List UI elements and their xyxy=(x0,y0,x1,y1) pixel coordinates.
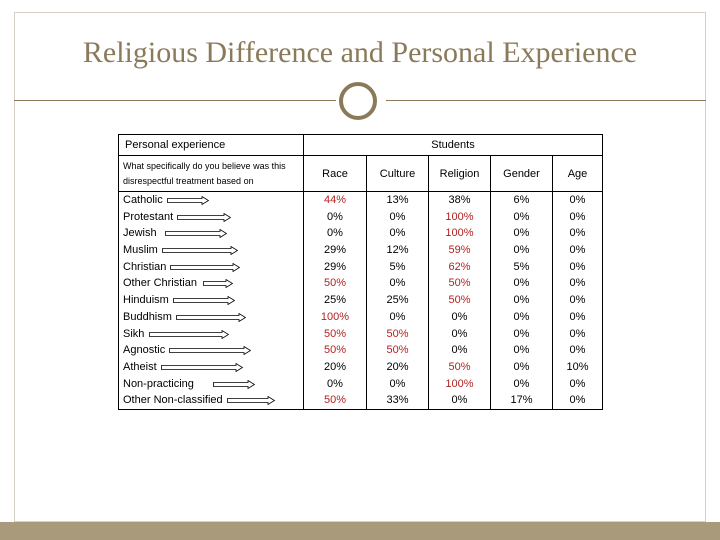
age-value: 0% xyxy=(569,194,586,206)
row-label-text: Agnostic xyxy=(123,344,166,357)
row-label-other-christian xyxy=(119,275,303,292)
arrow-right-icon xyxy=(165,229,227,238)
religion-value: 0% xyxy=(451,394,468,407)
age-value: 0% xyxy=(569,327,586,340)
arrow-right-icon xyxy=(170,263,240,272)
race-value: 0% xyxy=(327,377,343,390)
gender-value: 0% xyxy=(513,227,530,240)
age-value: 0% xyxy=(569,260,586,273)
race-value: 44% xyxy=(323,194,347,206)
age-value: 0% xyxy=(569,394,586,407)
title-rule-left xyxy=(14,100,336,101)
column-header-age: Age xyxy=(553,156,603,192)
column-header-gender: Gender xyxy=(491,156,553,192)
religion-value: 0% xyxy=(451,310,468,323)
row-label-text: Atheist xyxy=(123,360,157,373)
culture-value: 0% xyxy=(389,377,406,390)
arrow-right-icon xyxy=(176,313,246,322)
gender-value: 0% xyxy=(513,294,530,307)
row-label-muslim xyxy=(119,242,303,259)
race-value: 20% xyxy=(323,360,347,373)
religion-value: 59% xyxy=(448,244,471,257)
race-value: 50% xyxy=(323,327,347,340)
row-label-text: Jewish xyxy=(123,227,157,240)
row-label-text: Buddhism xyxy=(123,310,172,323)
arrow-right-icon xyxy=(169,346,251,355)
age-values-cell xyxy=(553,192,603,410)
column-header-race: Race xyxy=(304,156,367,192)
religion-value: 50% xyxy=(448,360,471,373)
question-text: What specifically do you believe was this disrespectful treatment based on xyxy=(119,156,304,192)
gender-value: 0% xyxy=(513,244,530,257)
header-personal-experience: Personal experience xyxy=(119,135,304,156)
results-table xyxy=(118,134,603,410)
religion-value: 100% xyxy=(445,377,474,390)
row-label-text: Sikh xyxy=(123,327,145,340)
gender-value: 5% xyxy=(513,260,530,273)
race-value: 25% xyxy=(323,294,347,307)
row-label-text: Non-practicing xyxy=(123,377,194,390)
column-header-culture: Culture xyxy=(367,156,429,192)
culture-value: 12% xyxy=(386,244,409,257)
age-value: 0% xyxy=(569,310,586,323)
culture-value: 0% xyxy=(389,227,406,240)
culture-value: 13% xyxy=(386,194,409,206)
age-value: 0% xyxy=(569,227,586,240)
religion-value: 0% xyxy=(451,344,468,357)
arrow-right-icon xyxy=(213,380,255,389)
gender-value: 0% xyxy=(513,277,530,290)
row-label-text: Muslim xyxy=(123,244,158,257)
culture-value: 5% xyxy=(389,260,406,273)
age-value: 0% xyxy=(569,344,586,357)
gender-value: 6% xyxy=(513,194,530,206)
slide-title: Religious Difference and Personal Experience xyxy=(82,36,638,69)
arrow-right-icon xyxy=(162,246,238,255)
row-label-non-practicing xyxy=(119,376,303,393)
age-value: 0% xyxy=(569,377,586,390)
culture-value: 25% xyxy=(386,294,409,307)
race-value: 50% xyxy=(323,394,347,407)
religion-value: 50% xyxy=(448,294,471,307)
row-label-text: Christian xyxy=(123,260,167,273)
gender-value: 17% xyxy=(510,394,533,407)
gender-value: 0% xyxy=(513,344,530,357)
title-rule-right xyxy=(386,100,706,101)
row-label-buddhism xyxy=(119,309,303,326)
row-label-other-non-classified xyxy=(119,392,303,409)
arrow-right-icon xyxy=(149,330,229,339)
header-students: Students xyxy=(304,135,603,156)
race-value: 0% xyxy=(327,210,343,223)
ring-ornament-icon xyxy=(339,82,377,120)
age-value: 10% xyxy=(566,360,589,373)
row-label-text: Hinduism xyxy=(123,294,169,307)
gender-value: 0% xyxy=(513,210,530,223)
religion-value: 0% xyxy=(451,327,468,340)
culture-value: 0% xyxy=(389,210,406,223)
row-label-catholic xyxy=(119,192,303,209)
religion-values-cell xyxy=(429,192,491,410)
arrow-right-icon xyxy=(167,196,209,205)
culture-value: 50% xyxy=(386,327,409,340)
bottom-bar xyxy=(0,522,720,540)
gender-values-cell xyxy=(491,192,553,410)
religion-value: 50% xyxy=(448,277,471,290)
race-values-cell xyxy=(304,192,367,410)
religion-value: 38% xyxy=(448,194,471,206)
arrow-right-icon xyxy=(161,363,243,372)
culture-value: 0% xyxy=(389,310,406,323)
age-value: 0% xyxy=(569,210,586,223)
race-value: 29% xyxy=(323,244,347,257)
religion-value: 100% xyxy=(445,210,474,223)
age-value: 0% xyxy=(569,294,586,307)
row-label-atheist xyxy=(119,359,303,376)
culture-value: 50% xyxy=(386,344,409,357)
column-header-religion: Religion xyxy=(429,156,491,192)
race-value: 50% xyxy=(323,277,347,290)
row-label-text: Catholic xyxy=(123,194,163,206)
row-label-hinduism xyxy=(119,292,303,309)
culture-values-cell xyxy=(367,192,429,410)
race-value: 100% xyxy=(320,310,350,323)
race-value: 50% xyxy=(323,344,347,357)
culture-value: 20% xyxy=(386,360,409,373)
religion-value: 100% xyxy=(445,227,474,240)
row-labels-cell xyxy=(119,192,304,410)
race-value: 29% xyxy=(323,260,347,273)
row-label-text: Other Non-classified xyxy=(123,394,223,407)
arrow-right-icon xyxy=(227,396,275,405)
row-label-text: Other Christian xyxy=(123,277,197,290)
row-label-protestant xyxy=(119,209,303,226)
row-label-agnostic xyxy=(119,342,303,359)
religion-value: 62% xyxy=(448,260,471,273)
gender-value: 0% xyxy=(513,327,530,340)
gender-value: 0% xyxy=(513,360,530,373)
culture-value: 33% xyxy=(386,394,409,407)
arrow-right-icon xyxy=(177,213,231,222)
gender-value: 0% xyxy=(513,377,530,390)
row-label-text: Protestant xyxy=(123,210,174,223)
culture-value: 0% xyxy=(389,277,406,290)
row-label-sikh xyxy=(119,326,303,343)
age-value: 0% xyxy=(569,277,586,290)
age-value: 0% xyxy=(569,244,586,257)
arrow-right-icon xyxy=(203,279,233,288)
gender-value: 0% xyxy=(513,310,530,323)
race-value: 0% xyxy=(327,227,343,240)
row-label-jewish xyxy=(119,225,303,242)
row-label-christian xyxy=(119,259,303,276)
arrow-right-icon xyxy=(173,296,235,305)
